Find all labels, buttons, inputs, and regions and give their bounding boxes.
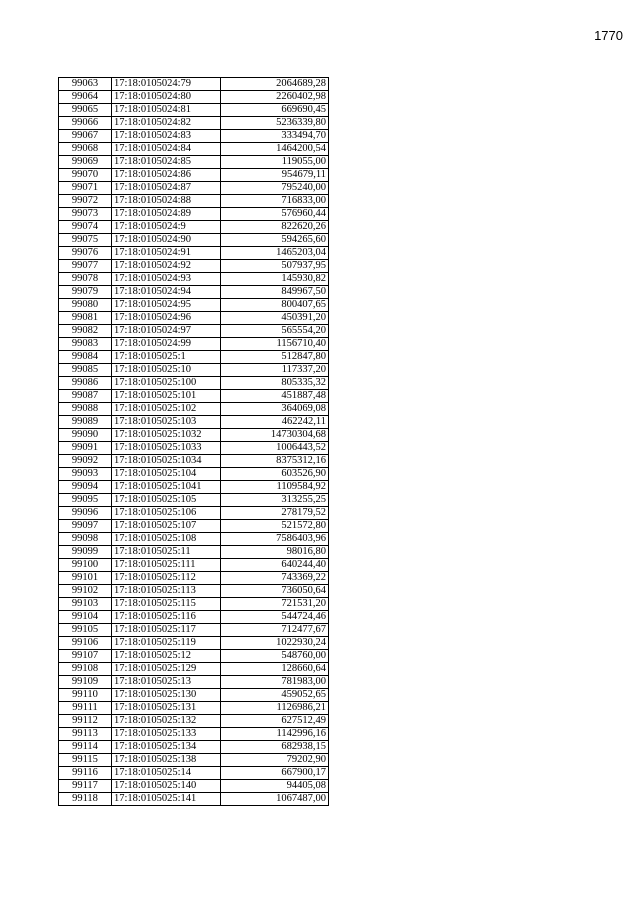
cadastral-number-cell: 17:18:0105025:14: [112, 767, 221, 780]
cadastral-number-cell: 17:18:0105024:92: [112, 260, 221, 273]
value-cell: 450391,20: [221, 312, 329, 325]
value-cell: 117337,20: [221, 364, 329, 377]
row-number-cell: 99093: [59, 468, 112, 481]
table-row: [59, 169, 329, 182]
value-cell: 512847,80: [221, 351, 329, 364]
table-row: [59, 728, 329, 741]
row-number-cell: 99072: [59, 195, 112, 208]
row-number-cell: 99097: [59, 520, 112, 533]
value-cell: 1006443,52: [221, 442, 329, 455]
value-cell: 548760,00: [221, 650, 329, 663]
row-number-cell: 99083: [59, 338, 112, 351]
table-row: [59, 455, 329, 468]
row-number-cell: 99089: [59, 416, 112, 429]
row-number-cell: 99112: [59, 715, 112, 728]
table-row: [59, 338, 329, 351]
row-number-cell: 99075: [59, 234, 112, 247]
row-number-cell: 99088: [59, 403, 112, 416]
table-row: [59, 351, 329, 364]
value-cell: 459052,65: [221, 689, 329, 702]
value-cell: 712477,67: [221, 624, 329, 637]
row-number-cell: 99100: [59, 559, 112, 572]
cadastral-number-cell: 17:18:0105025:12: [112, 650, 221, 663]
table-row: [59, 273, 329, 286]
value-cell: 1126986,21: [221, 702, 329, 715]
table-row: [59, 117, 329, 130]
value-cell: 576960,44: [221, 208, 329, 221]
row-number-cell: 99076: [59, 247, 112, 260]
row-number-cell: 99110: [59, 689, 112, 702]
cadastral-number-cell: 17:18:0105025:107: [112, 520, 221, 533]
value-cell: 800407,65: [221, 299, 329, 312]
cadastral-number-cell: 17:18:0105025:117: [112, 624, 221, 637]
table-row: [59, 130, 329, 143]
value-cell: 954679,11: [221, 169, 329, 182]
table-row: [59, 624, 329, 637]
row-number-cell: 99094: [59, 481, 112, 494]
cadastral-number-cell: 17:18:0105025:100: [112, 377, 221, 390]
value-cell: 521572,80: [221, 520, 329, 533]
table-row: [59, 481, 329, 494]
table-row: [59, 195, 329, 208]
value-cell: 640244,40: [221, 559, 329, 572]
row-number-cell: 99063: [59, 78, 112, 91]
row-number-cell: 99114: [59, 741, 112, 754]
value-cell: 743369,22: [221, 572, 329, 585]
cadastral-number-cell: 17:18:0105025:11: [112, 546, 221, 559]
cadastral-number-cell: 17:18:0105025:1: [112, 351, 221, 364]
cadastral-number-cell: 17:18:0105025:102: [112, 403, 221, 416]
value-cell: 594265,60: [221, 234, 329, 247]
table-row: [59, 91, 329, 104]
cadastral-number-cell: 17:18:0105025:1033: [112, 442, 221, 455]
table-row: [59, 468, 329, 481]
table-row: [59, 650, 329, 663]
table-row: [59, 520, 329, 533]
row-number-cell: 99064: [59, 91, 112, 104]
row-number-cell: 99078: [59, 273, 112, 286]
table-row: [59, 585, 329, 598]
value-cell: 2260402,98: [221, 91, 329, 104]
cadastral-number-cell: 17:18:0105025:130: [112, 689, 221, 702]
table-row: [59, 221, 329, 234]
table-row: [59, 234, 329, 247]
cadastral-number-cell: 17:18:0105025:115: [112, 598, 221, 611]
value-cell: 795240,00: [221, 182, 329, 195]
row-number-cell: 99115: [59, 754, 112, 767]
table-row: [59, 741, 329, 754]
row-number-cell: 99116: [59, 767, 112, 780]
cadastral-number-cell: 17:18:0105025:141: [112, 793, 221, 806]
row-number-cell: 99084: [59, 351, 112, 364]
cadastral-number-cell: 17:18:0105025:133: [112, 728, 221, 741]
row-number-cell: 99066: [59, 117, 112, 130]
cadastral-number-cell: 17:18:0105025:104: [112, 468, 221, 481]
table-row: [59, 754, 329, 767]
cadastral-number-cell: 17:18:0105024:94: [112, 286, 221, 299]
cadastral-number-cell: 17:18:0105025:138: [112, 754, 221, 767]
cadastral-number-cell: 17:18:0105025:103: [112, 416, 221, 429]
value-cell: 1464200,54: [221, 143, 329, 156]
value-cell: 79202,90: [221, 754, 329, 767]
cadastral-number-cell: 17:18:0105025:112: [112, 572, 221, 585]
table-row: [59, 143, 329, 156]
value-cell: 1142996,16: [221, 728, 329, 741]
cadastral-number-cell: 17:18:0105024:9: [112, 221, 221, 234]
cadastral-number-cell: 17:18:0105024:88: [112, 195, 221, 208]
cadastral-number-cell: 17:18:0105025:106: [112, 507, 221, 520]
row-number-cell: 99082: [59, 325, 112, 338]
value-cell: 565554,20: [221, 325, 329, 338]
cadastral-number-cell: 17:18:0105024:87: [112, 182, 221, 195]
row-number-cell: 99081: [59, 312, 112, 325]
row-number-cell: 99065: [59, 104, 112, 117]
data-table: [58, 77, 329, 806]
value-cell: 1465203,04: [221, 247, 329, 260]
table-body: [59, 78, 329, 806]
cadastral-number-cell: 17:18:0105025:113: [112, 585, 221, 598]
row-number-cell: 99098: [59, 533, 112, 546]
row-number-cell: 99096: [59, 507, 112, 520]
table-row: [59, 104, 329, 117]
cadastral-number-cell: 17:18:0105025:119: [112, 637, 221, 650]
cadastral-number-cell: 17:18:0105024:80: [112, 91, 221, 104]
value-cell: 1156710,40: [221, 338, 329, 351]
row-number-cell: 99071: [59, 182, 112, 195]
table-row: [59, 780, 329, 793]
row-number-cell: 99118: [59, 793, 112, 806]
table-row: [59, 663, 329, 676]
table-row: [59, 286, 329, 299]
value-cell: 822620,26: [221, 221, 329, 234]
value-cell: 544724,46: [221, 611, 329, 624]
table-row: [59, 312, 329, 325]
value-cell: 1109584,92: [221, 481, 329, 494]
table-row: [59, 247, 329, 260]
table-row: [59, 325, 329, 338]
table-row: [59, 533, 329, 546]
table-row: [59, 299, 329, 312]
table-row: [59, 390, 329, 403]
table-row: [59, 507, 329, 520]
value-cell: 5236339,80: [221, 117, 329, 130]
table-row: [59, 767, 329, 780]
row-number-cell: 99091: [59, 442, 112, 455]
cadastral-number-cell: 17:18:0105024:91: [112, 247, 221, 260]
value-cell: 8375312,16: [221, 455, 329, 468]
row-number-cell: 99090: [59, 429, 112, 442]
value-cell: 627512,49: [221, 715, 329, 728]
cadastral-number-cell: 17:18:0105024:83: [112, 130, 221, 143]
value-cell: 278179,52: [221, 507, 329, 520]
cadastral-number-cell: 17:18:0105025:101: [112, 390, 221, 403]
value-cell: 716833,00: [221, 195, 329, 208]
table-row: [59, 208, 329, 221]
row-number-cell: 99099: [59, 546, 112, 559]
value-cell: 462242,11: [221, 416, 329, 429]
cadastral-number-cell: 17:18:0105024:89: [112, 208, 221, 221]
cadastral-number-cell: 17:18:0105024:86: [112, 169, 221, 182]
value-cell: 1022930,24: [221, 637, 329, 650]
row-number-cell: 99113: [59, 728, 112, 741]
cadastral-number-cell: 17:18:0105024:84: [112, 143, 221, 156]
value-cell: 7586403,96: [221, 533, 329, 546]
page-number: 1770: [594, 28, 623, 43]
table-row: [59, 494, 329, 507]
row-number-cell: 99080: [59, 299, 112, 312]
value-cell: 721531,20: [221, 598, 329, 611]
table-row: [59, 546, 329, 559]
cadastral-number-cell: 17:18:0105024:85: [112, 156, 221, 169]
value-cell: 507937,95: [221, 260, 329, 273]
table-row: [59, 598, 329, 611]
table-row: [59, 156, 329, 169]
table-row: [59, 793, 329, 806]
value-cell: 333494,70: [221, 130, 329, 143]
value-cell: 313255,25: [221, 494, 329, 507]
table-row: [59, 182, 329, 195]
table-row: [59, 260, 329, 273]
table-row: [59, 364, 329, 377]
value-cell: 14730304,68: [221, 429, 329, 442]
cadastral-number-cell: 17:18:0105025:1032: [112, 429, 221, 442]
cadastral-number-cell: 17:18:0105025:1041: [112, 481, 221, 494]
value-cell: 364069,08: [221, 403, 329, 416]
cadastral-number-cell: 17:18:0105025:134: [112, 741, 221, 754]
cadastral-number-cell: 17:18:0105024:97: [112, 325, 221, 338]
cadastral-number-cell: 17:18:0105025:10: [112, 364, 221, 377]
cadastral-number-cell: 17:18:0105024:99: [112, 338, 221, 351]
row-number-cell: 99095: [59, 494, 112, 507]
value-cell: 2064689,28: [221, 78, 329, 91]
table-row: [59, 416, 329, 429]
value-cell: 805335,32: [221, 377, 329, 390]
row-number-cell: 99103: [59, 598, 112, 611]
row-number-cell: 99085: [59, 364, 112, 377]
cadastral-number-cell: 17:18:0105025:111: [112, 559, 221, 572]
cadastral-number-cell: 17:18:0105025:131: [112, 702, 221, 715]
row-number-cell: 99087: [59, 390, 112, 403]
cadastral-number-cell: 17:18:0105024:81: [112, 104, 221, 117]
value-cell: 98016,80: [221, 546, 329, 559]
value-cell: 682938,15: [221, 741, 329, 754]
table-row: [59, 442, 329, 455]
table-row: [59, 403, 329, 416]
value-cell: 451887,48: [221, 390, 329, 403]
row-number-cell: 99068: [59, 143, 112, 156]
row-number-cell: 99079: [59, 286, 112, 299]
row-number-cell: 99092: [59, 455, 112, 468]
row-number-cell: 99086: [59, 377, 112, 390]
value-cell: 781983,00: [221, 676, 329, 689]
value-cell: 1067487,00: [221, 793, 329, 806]
value-cell: 667900,17: [221, 767, 329, 780]
table-row: [59, 689, 329, 702]
row-number-cell: 99070: [59, 169, 112, 182]
row-number-cell: 99073: [59, 208, 112, 221]
cadastral-number-cell: 17:18:0105024:95: [112, 299, 221, 312]
table-row: [59, 611, 329, 624]
value-cell: 736050,64: [221, 585, 329, 598]
value-cell: 128660,64: [221, 663, 329, 676]
cadastral-number-cell: 17:18:0105025:129: [112, 663, 221, 676]
value-cell: 94405,08: [221, 780, 329, 793]
row-number-cell: 99117: [59, 780, 112, 793]
row-number-cell: 99106: [59, 637, 112, 650]
table-row: [59, 559, 329, 572]
row-number-cell: 99102: [59, 585, 112, 598]
table-row: [59, 78, 329, 91]
row-number-cell: 99108: [59, 663, 112, 676]
cadastral-number-cell: 17:18:0105025:105: [112, 494, 221, 507]
row-number-cell: 99069: [59, 156, 112, 169]
value-cell: 145930,82: [221, 273, 329, 286]
table-row: [59, 429, 329, 442]
cadastral-number-cell: 17:18:0105024:79: [112, 78, 221, 91]
cadastral-number-cell: 17:18:0105024:90: [112, 234, 221, 247]
row-number-cell: 99107: [59, 650, 112, 663]
table-row: [59, 572, 329, 585]
row-number-cell: 99074: [59, 221, 112, 234]
table-row: [59, 676, 329, 689]
cadastral-number-cell: 17:18:0105025:13: [112, 676, 221, 689]
cadastral-number-cell: 17:18:0105025:1034: [112, 455, 221, 468]
cadastral-number-cell: 17:18:0105025:132: [112, 715, 221, 728]
table-row: [59, 637, 329, 650]
row-number-cell: 99101: [59, 572, 112, 585]
row-number-cell: 99077: [59, 260, 112, 273]
value-cell: 119055,00: [221, 156, 329, 169]
table-row: [59, 715, 329, 728]
table-row: [59, 702, 329, 715]
row-number-cell: 99109: [59, 676, 112, 689]
value-cell: 669690,45: [221, 104, 329, 117]
value-cell: 849967,50: [221, 286, 329, 299]
cadastral-number-cell: 17:18:0105024:96: [112, 312, 221, 325]
row-number-cell: 99111: [59, 702, 112, 715]
cadastral-number-cell: 17:18:0105024:82: [112, 117, 221, 130]
cadastral-number-cell: 17:18:0105025:140: [112, 780, 221, 793]
row-number-cell: 99067: [59, 130, 112, 143]
row-number-cell: 99104: [59, 611, 112, 624]
value-cell: 603526,90: [221, 468, 329, 481]
cadastral-number-cell: 17:18:0105024:93: [112, 273, 221, 286]
cadastral-number-cell: 17:18:0105025:108: [112, 533, 221, 546]
cadastral-number-cell: 17:18:0105025:116: [112, 611, 221, 624]
table-row: [59, 377, 329, 390]
row-number-cell: 99105: [59, 624, 112, 637]
